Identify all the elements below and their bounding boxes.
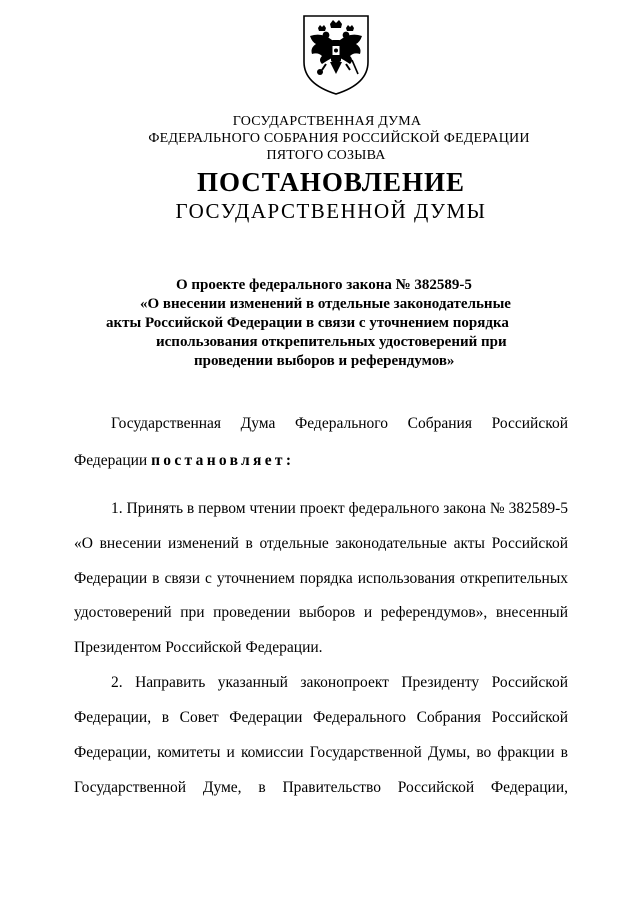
clause-line: Государственной Думе, в Правительство Российской Федерации, [74, 779, 568, 796]
subject-line: акты Российской Федерации в связи с уточнением порядка [106, 315, 509, 331]
header-line-2: ФЕДЕРАЛЬНОГО СОБРАНИЯ РОССИЙСКОЙ ФЕДЕРАЦИИ [148, 131, 530, 146]
subject-line: использования открепительных удостоверений при [156, 334, 507, 350]
clause-line: Президентом Российской Федерации. [74, 639, 323, 656]
russian-coat-of-arms-icon [296, 10, 376, 98]
clause-line: 2. Направить указанный законопроект Президенту Российской [111, 674, 568, 691]
header-line-1: ГОСУДАРСТВЕННАЯ ДУМА [232, 114, 422, 129]
header-line-3: ПЯТОГО СОЗЫВА [266, 148, 386, 163]
preamble-line: Государственная Дума Федерального Собрания Российской [111, 415, 568, 432]
header [0, 113, 640, 164]
clause-line: Федерации в связи с уточнением порядка использования открепительных [74, 570, 568, 587]
subject-line: О проекте федерального закона № 382589-5 [176, 277, 472, 293]
clause-line: Федерации, в Совет Федерации Федерального Собрания Российской [74, 709, 568, 726]
preamble-line-2 [74, 452, 294, 470]
subject-line: «О внесении изменений в отдельные законодательные [140, 296, 511, 312]
preamble-line-start: Федерации [74, 452, 148, 469]
document-type-title: ПОСТАНОВЛЕНИЕ [196, 167, 466, 197]
document-issuer-title: ГОСУДАРСТВЕННОЙ ДУМЫ [175, 199, 487, 223]
clause-line: удостоверений при проведении выборов и референдумов», внесенный [74, 604, 568, 621]
clause-line: Федерации, комитеты и комиссии Государственной Думы, во фракции в [74, 744, 568, 761]
clause-line: 1. Принять в первом чтении проект федерального закона № 382589-5 [111, 500, 568, 517]
resolves-word: постановляет: [151, 452, 295, 469]
subject-line: проведении выборов и референдумов» [194, 353, 455, 369]
clause-line: «О внесении изменений в отдельные законодательные акты Российской [74, 535, 568, 552]
